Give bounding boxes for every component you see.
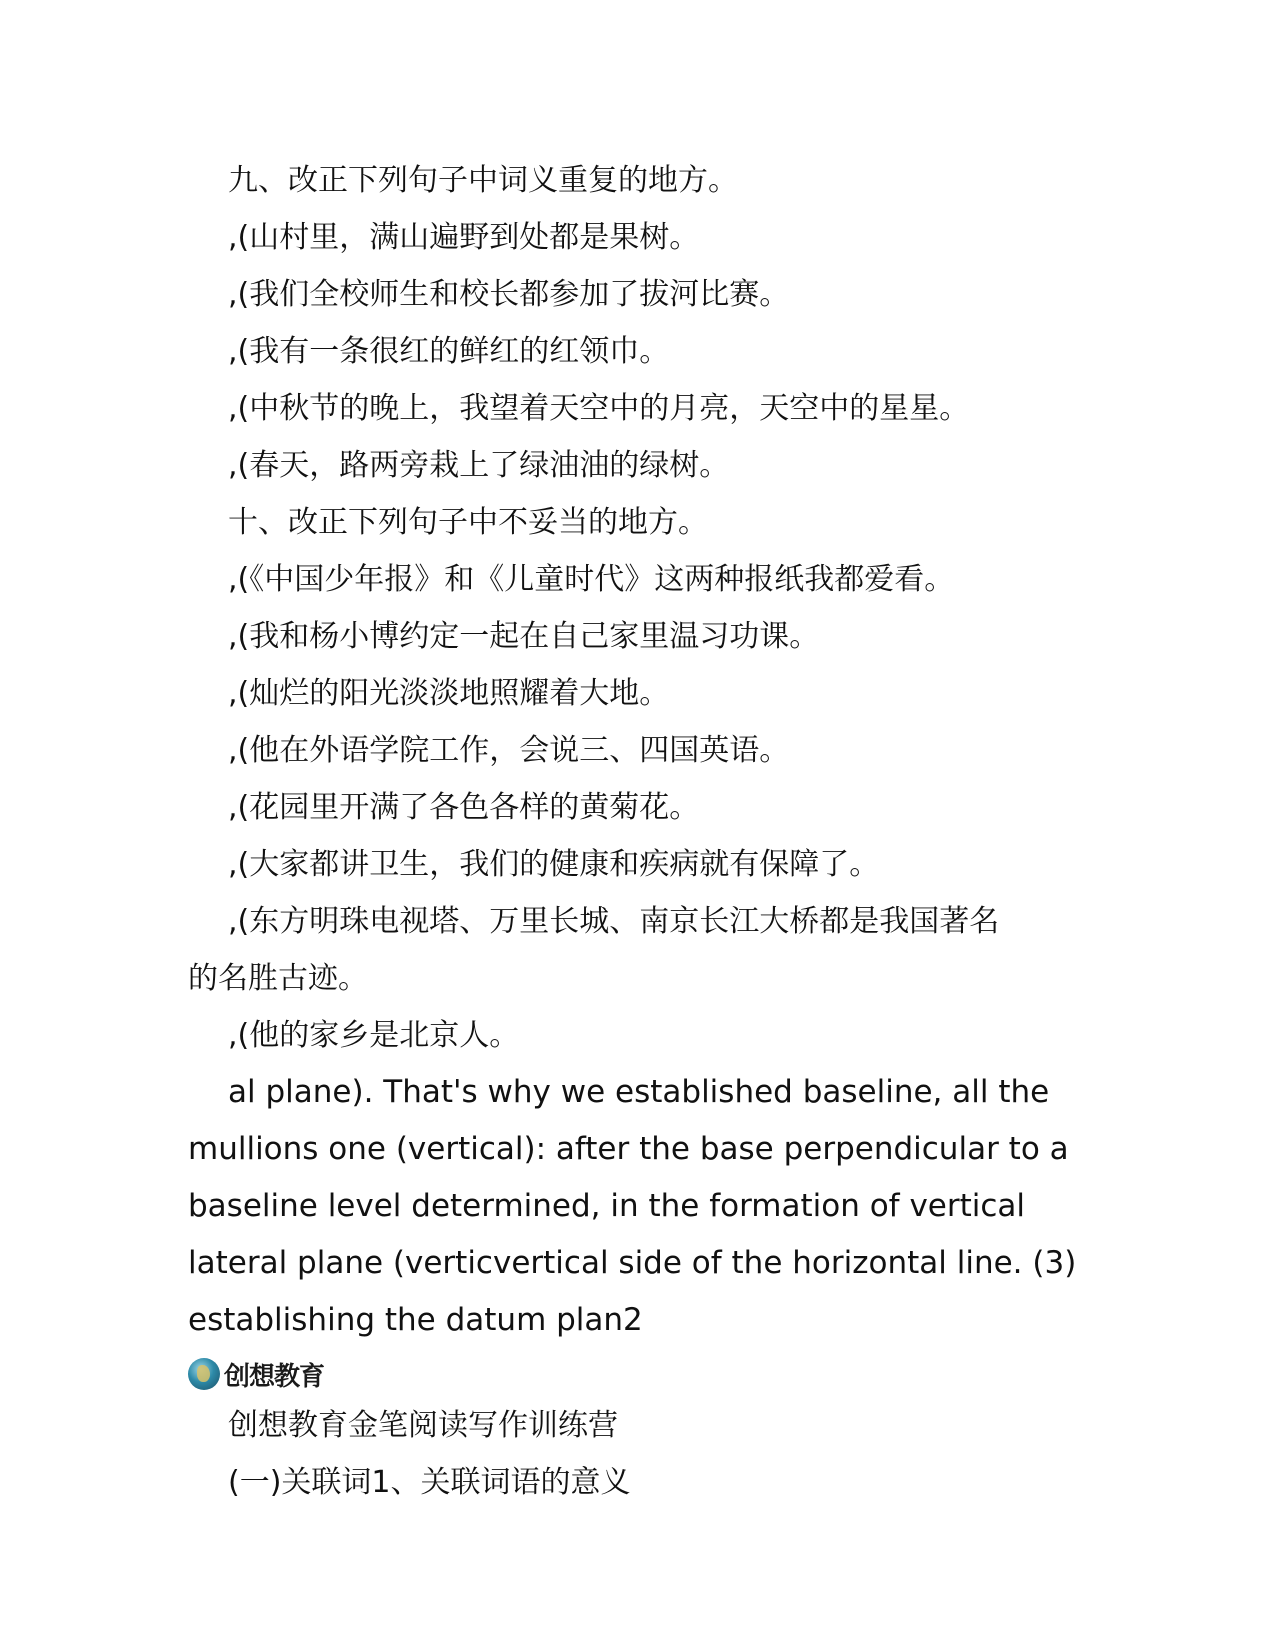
english-paragraph-line: al plane). That's why we established baseline, all the bbox=[228, 1074, 1050, 1110]
english-paragraph-line: lateral plane (verticvertical side of the horizontal line. (3) bbox=[188, 1245, 1077, 1281]
section-heading-9: 九、改正下列句子中词义重复的地方。 bbox=[228, 163, 738, 198]
footer-title: 创想教育金笔阅读写作训练营 bbox=[228, 1408, 618, 1443]
exercise-line: ,(大家都讲卫生，我们的健康和疾病就有保障了。 bbox=[228, 847, 880, 882]
globe-icon bbox=[188, 1358, 220, 1390]
exercise-line: ,(灿烂的阳光淡淡地照耀着大地。 bbox=[228, 676, 670, 711]
logo-text: 创想教育 bbox=[224, 1361, 325, 1392]
english-paragraph-line: establishing the datum plan2 bbox=[188, 1302, 643, 1338]
exercise-line: ,(我们全校师生和校长都参加了拔河比赛。 bbox=[228, 277, 790, 312]
exercise-line: ,(山村里，满山遍野到处都是果树。 bbox=[228, 220, 700, 255]
exercise-line: ,(《中国少年报》和《儿童时代》这两种报纸我都爱看。 bbox=[228, 562, 955, 597]
exercise-line: ,(他在外语学院工作，会说三、四国英语。 bbox=[228, 733, 790, 768]
logo bbox=[188, 1351, 1088, 1397]
exercise-line: ,(春天，路两旁栽上了绿油油的绿树。 bbox=[228, 448, 730, 483]
exercise-line-continuation: 的名胜古迹。 bbox=[188, 961, 368, 996]
english-paragraph-line: mullions one (vertical): after the base perpendicular to a bbox=[188, 1131, 1069, 1167]
exercise-line: ,(东方明珠电视塔、万里长城、南京长江大桥都是我国著名 bbox=[228, 904, 1000, 939]
footer-subtitle: (一)关联词1、关联词语的意义 bbox=[228, 1465, 631, 1500]
exercise-line: ,(我有一条很红的鲜红的红领巾。 bbox=[228, 334, 670, 369]
english-paragraph-line: baseline level determined, in the formation of vertical bbox=[188, 1188, 1026, 1224]
exercise-line: ,(我和杨小博约定一起在自己家里温习功课。 bbox=[228, 619, 820, 654]
exercise-line: ,(他的家乡是北京人。 bbox=[228, 1018, 520, 1053]
exercise-line: ,(中秋节的晚上，我望着天空中的月亮，天空中的星星。 bbox=[228, 391, 970, 426]
exercise-line: ,(花园里开满了各色各样的黄菊花。 bbox=[228, 790, 700, 825]
document-body bbox=[188, 152, 1088, 1511]
section-heading-10: 十、改正下列句子中不妥当的地方。 bbox=[228, 505, 708, 540]
